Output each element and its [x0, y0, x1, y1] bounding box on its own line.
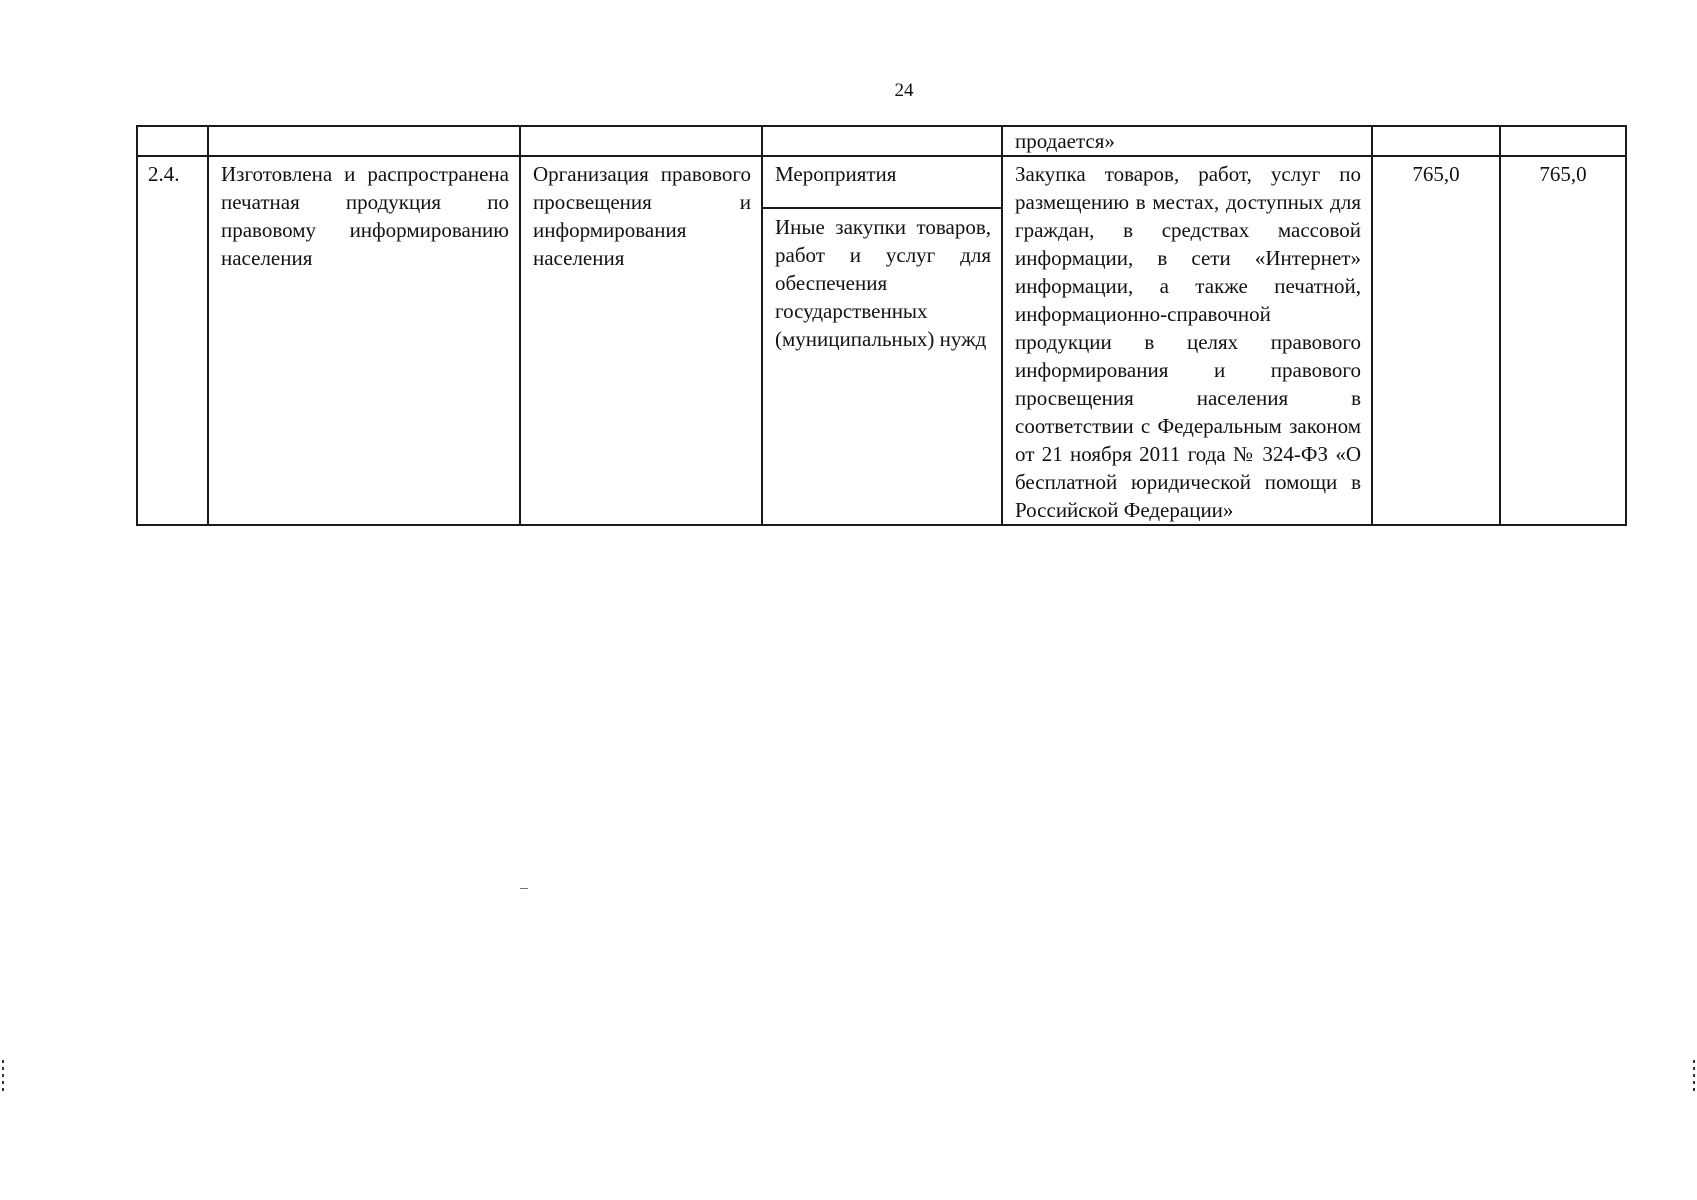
scan-edge-mark — [2, 1060, 4, 1094]
cell-empty — [520, 126, 762, 156]
result-text: Изготовлена и распространена печатная продукция по правовому информированию населения — [208, 156, 520, 525]
cell-empty — [762, 126, 1002, 156]
page-number: 24 — [894, 80, 914, 101]
budget-table — [136, 125, 1627, 526]
cell-empty — [1500, 126, 1626, 156]
amount-1: 765,0 — [1372, 156, 1500, 525]
task-text: Организация правового просвещения и информирования населения — [520, 156, 762, 525]
expense-type: Иные закупки товаров, работ и услуг для обеспечения государственных (муниципальных) нужд — [775, 215, 991, 351]
cell-empty — [137, 126, 208, 156]
event-type: Мероприятия — [763, 157, 1001, 209]
scan-edge-mark — [1693, 1060, 1695, 1094]
row-number: 2.4. — [137, 156, 208, 525]
table-row — [137, 156, 1626, 525]
description-text: Закупка товаров, работ, услуг по размещению в местах, доступных для граждан, в средствах массовой информации, в сети «Интернет» информации, а также печатной, информационно-справочной продукции в целях правового информирования и правового просвещения населения в соответствии с Федеральным законом от 21 ноября 2011 года № 324-ФЗ «О бесплатной юридической помощи в Российской Федерации» — [1002, 156, 1372, 525]
event-cell — [762, 156, 1002, 525]
continuation-row — [137, 126, 1626, 156]
cell-empty — [208, 126, 520, 156]
amount-2: 765,0 — [1500, 156, 1626, 525]
cell-empty — [1372, 126, 1500, 156]
continuation-text: продается» — [1002, 126, 1372, 156]
scan-dot — [520, 888, 528, 889]
